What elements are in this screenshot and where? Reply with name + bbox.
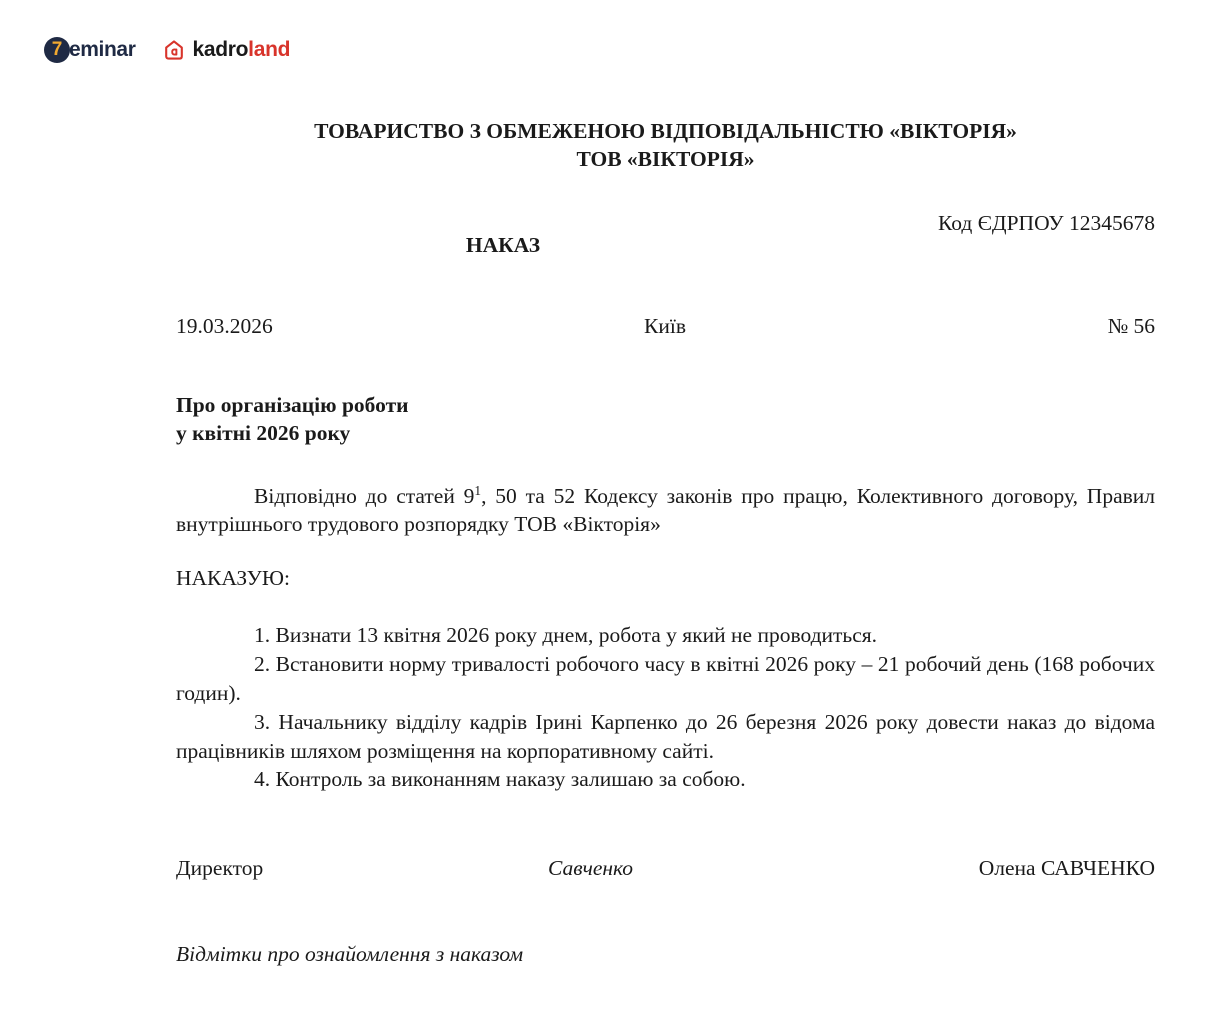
document-meta-row	[176, 314, 1155, 339]
seminar-logo[interactable]	[44, 37, 135, 63]
edrpou-code: Код ЄДРПОУ 12345678	[938, 211, 1155, 236]
preamble-text-after: , 50 та 52 Кодексу законів про працю, Колективного договору, Правил внутрішнього трудового розпорядку ТОВ «Вікторія»	[176, 483, 1155, 537]
kadroland-wordmark-part1: kadro	[192, 38, 249, 61]
seminar-wordmark: eminar	[69, 38, 136, 61]
document-preamble	[176, 482, 1155, 539]
order-item: 2. Встановити норму тривалості робочого часу в квітні 2026 року – 21 робочий день (168 робочих годин).	[176, 652, 1155, 705]
preamble-superscript: 1	[474, 482, 482, 498]
kadroland-wordmark-part2: land	[248, 38, 291, 61]
handwritten-signature: Савченко	[548, 856, 634, 881]
organization-title-line1: ТОВАРИСТВО З ОБМЕЖЕНОЮ ВІДПОВІДАЛЬНІСТЮ «ВІКТОРІЯ»	[314, 119, 1017, 143]
document-subject-line2: у квітні 2026 року	[176, 421, 351, 446]
signatory-name: Олена САВЧЕНКО	[978, 856, 1155, 881]
order-item: 3. Начальнику відділу кадрів Ірині Карпенко до 26 березня 2026 року довести наказ до відома працівників шляхом розміщення на корпоративному сайті.	[176, 709, 1155, 763]
document-city: Київ	[644, 313, 686, 338]
seminar-seven-glyph: 7	[51, 38, 63, 60]
document-number: № 56	[1107, 313, 1155, 338]
order-item: 4. Контроль за виконанням наказу залишаю за собою.	[254, 767, 746, 792]
order-item: 1. Визнати 13 квітня 2026 року днем, робота у який не проводиться.	[254, 623, 878, 648]
organization-title-line2: ТОВ «ВІКТОРІЯ»	[576, 146, 755, 171]
signature-row	[176, 856, 1155, 881]
preamble-text-before: Відповідно до статей 9	[254, 483, 475, 508]
document-kind-heading: НАКАЗ	[465, 233, 541, 258]
order-keyword: НАКАЗУЮ:	[176, 566, 290, 591]
acknowledgement-note: Відмітки про ознайомлення з наказом	[176, 941, 524, 966]
document-date: 19.03.2026	[176, 313, 273, 338]
organization-title	[176, 118, 1155, 173]
document-subject-line1: Про організацію роботи	[176, 393, 409, 418]
order-document	[176, 0, 1155, 967]
order-items-list	[176, 621, 1155, 794]
document-subject	[176, 391, 1155, 448]
seminar-seven-icon	[44, 37, 70, 63]
signatory-position: Директор	[176, 856, 264, 881]
